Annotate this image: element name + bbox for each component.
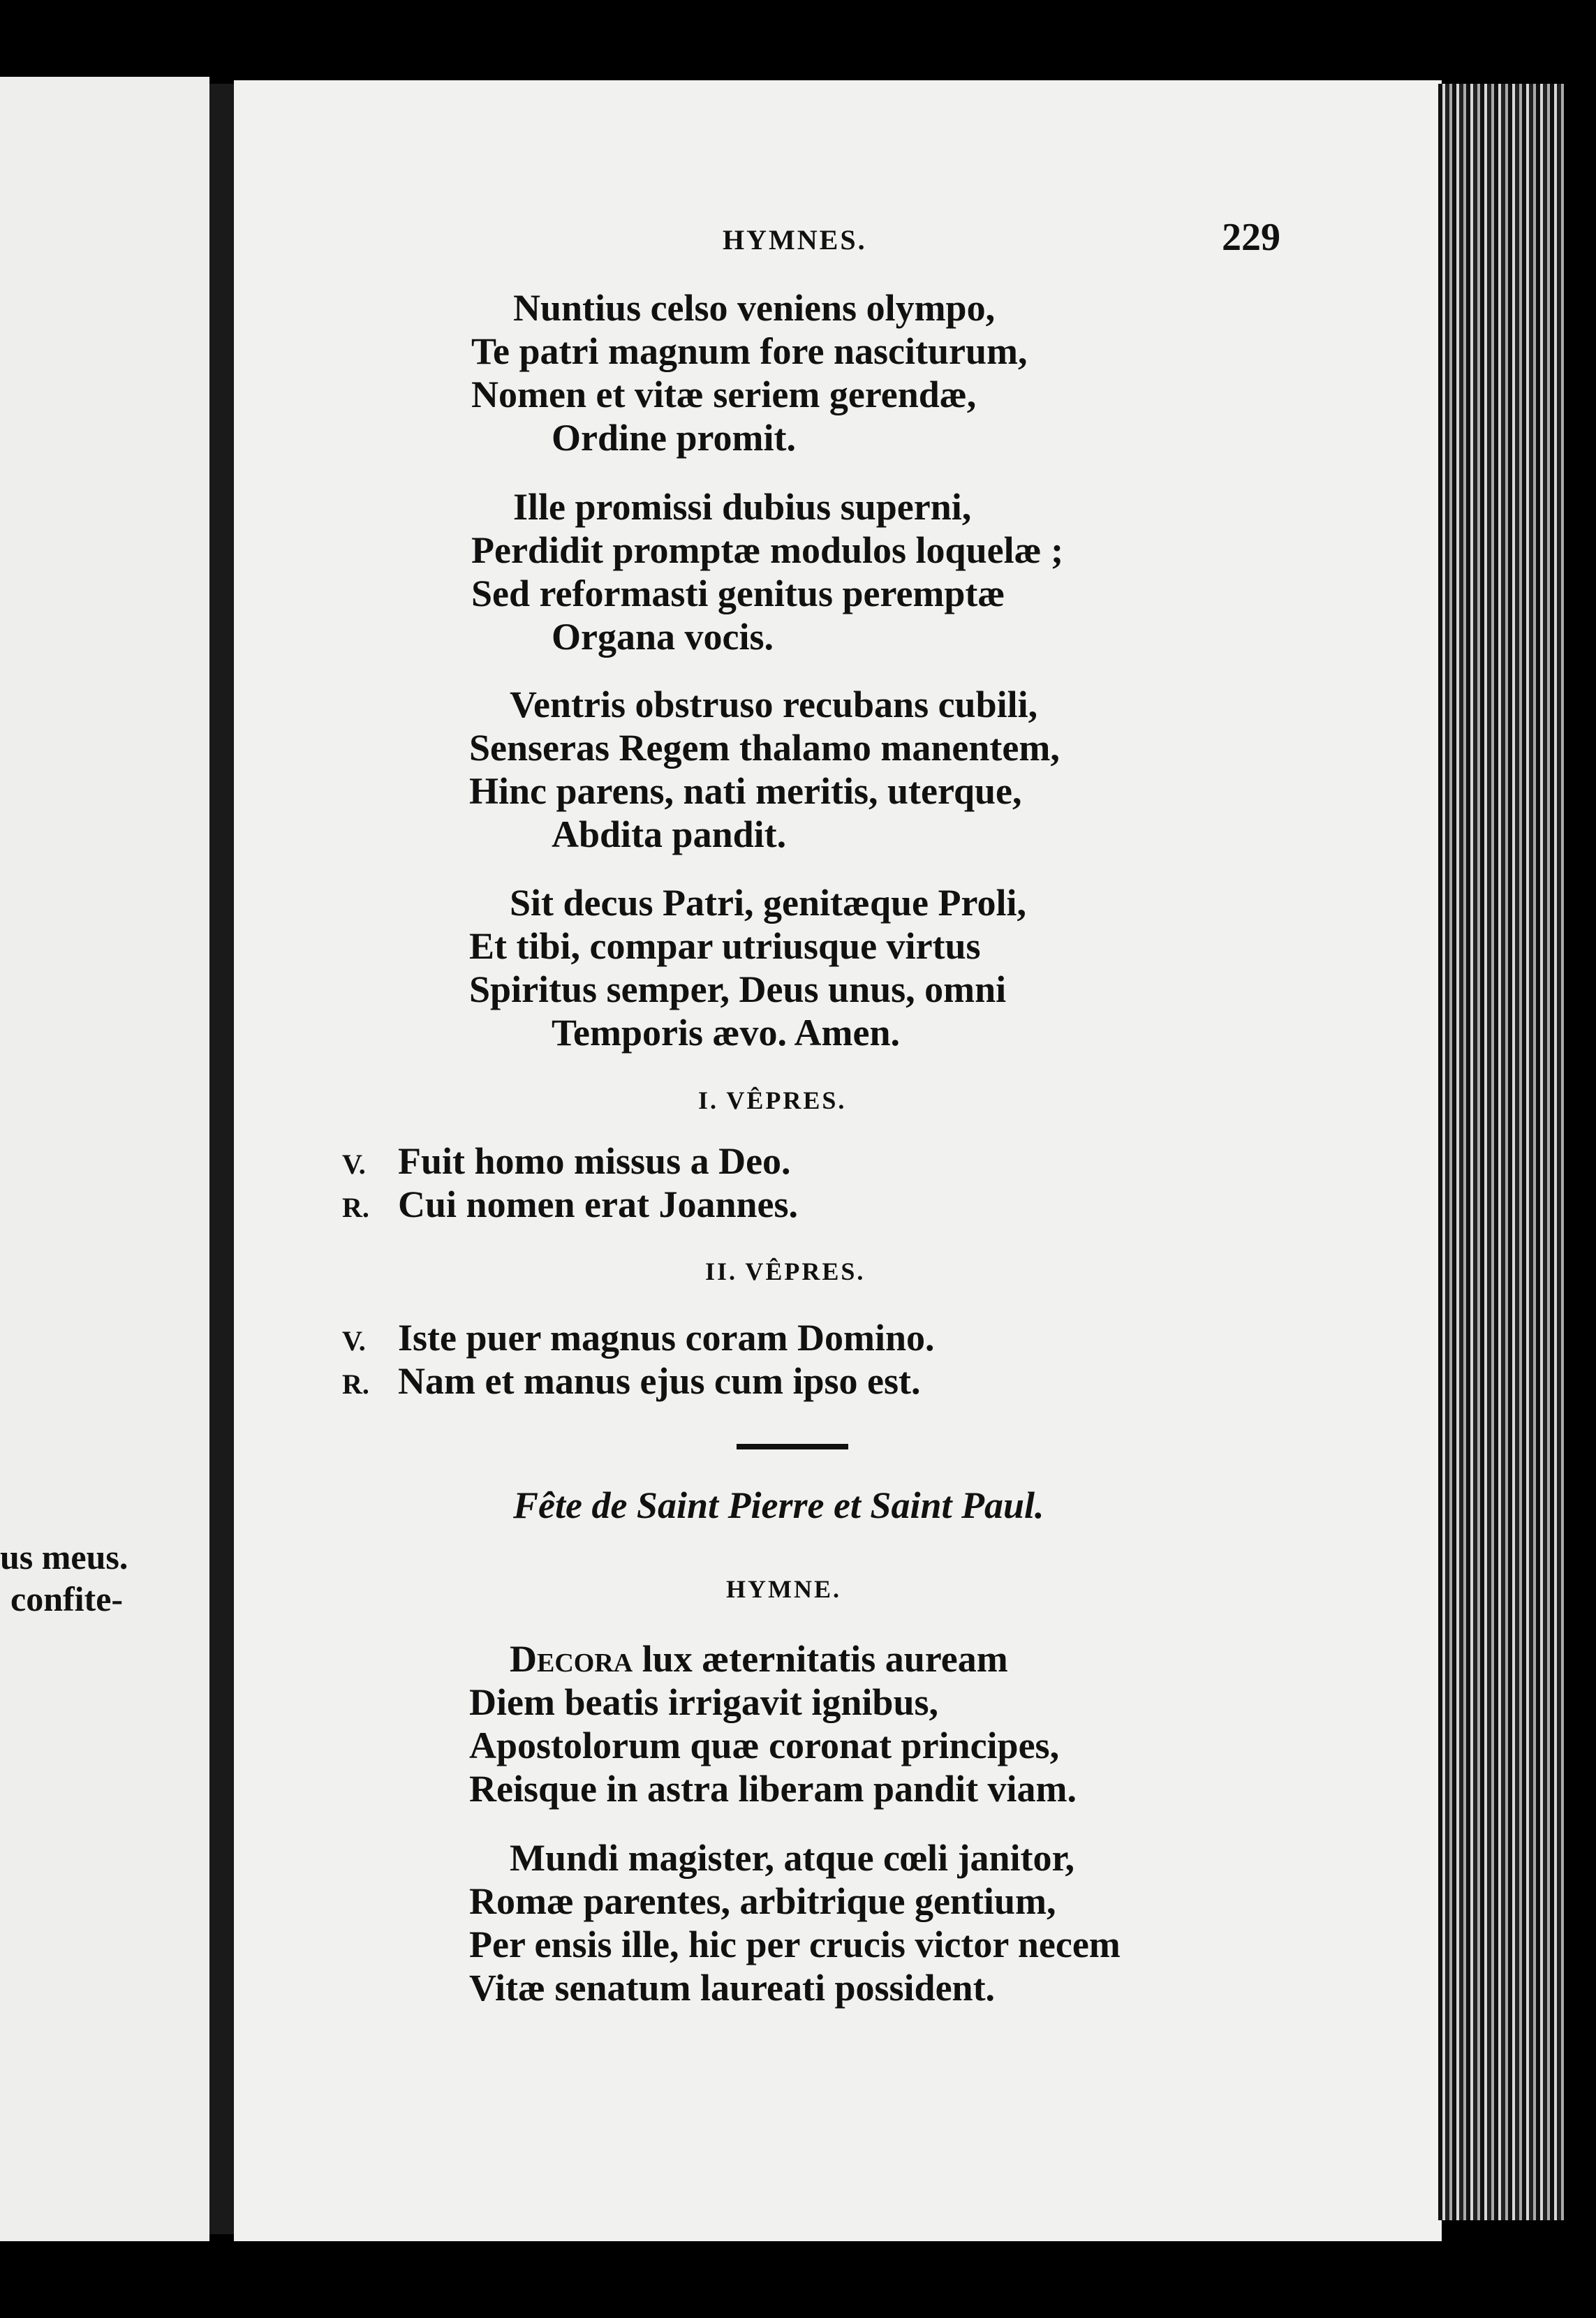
- page-number: 229: [1222, 216, 1280, 259]
- running-head: HYMNES.: [723, 224, 867, 256]
- left-facing-page: [0, 77, 209, 2241]
- feast-stanza-2-line-2: Romæ parentes, arbitrique gentium,: [469, 1880, 1056, 1922]
- feast-title: Fête de Saint Pierre et Saint Paul.: [513, 1484, 1044, 1526]
- feast-stanza-1-line-3: Apostolorum quæ coronat principes,: [469, 1725, 1060, 1766]
- stanza-2-line-2: Perdidit promptæ modulos loquelæ ;: [471, 529, 1064, 571]
- first-vespers-title: I. VÊPRES.: [698, 1086, 847, 1114]
- stanza-1-line-2: Te patri magnum fore nasciturum,: [471, 330, 1028, 372]
- versicle-mark: V.: [342, 1149, 366, 1180]
- second-vespers-versicle: [342, 1316, 935, 1363]
- first-vespers-versicle: [342, 1139, 791, 1186]
- response-text: Nam et manus ejus cum ipso est.: [398, 1360, 921, 1402]
- stanza-2-line-4: Organa vocis.: [552, 616, 774, 658]
- second-vespers-title: II. VÊPRES.: [705, 1257, 866, 1285]
- stanza-4-line-3: Spiritus semper, Deus unus, omni: [469, 968, 1007, 1010]
- stanza-3-line-4: Abdita pandit.: [552, 813, 787, 855]
- stanza-4-line-2: Et tibi, compar utriusque virtus: [469, 925, 981, 967]
- feast-stanza-1-line-2: Diem beatis irrigavit ignibus,: [469, 1681, 938, 1723]
- stanza-3-line-3: Hinc parens, nati meritis, uterque,: [469, 770, 1022, 812]
- response-mark: R.: [342, 1368, 369, 1400]
- left-page-line-1: us meus.: [0, 1537, 128, 1577]
- book-gutter: [209, 84, 237, 2234]
- feast-stanza-2-line-3: Per ensis ille, hic per crucis victor necem: [469, 1924, 1121, 1965]
- first-vespers-response: [342, 1183, 798, 1230]
- stanza-2-line-1: Ille promissi dubius superni,: [513, 486, 972, 528]
- stanza-4-line-4: Temporis ævo. Amen.: [552, 1012, 901, 1054]
- stanza-3-line-1: Ventris obstruso recubans cubili,: [510, 684, 1038, 725]
- line-rest: lux æternitatis auream: [633, 1638, 1008, 1680]
- drop-word: Decora: [510, 1638, 633, 1680]
- response-text: Cui nomen erat Joannes.: [398, 1183, 799, 1225]
- hymn-title: HYMNE.: [726, 1575, 841, 1603]
- stanza-3-line-2: Senseras Regem thalamo manentem,: [469, 727, 1060, 769]
- page-edges: [1438, 84, 1564, 2220]
- feast-stanza-2-line-1: Mundi magister, atque cœli janitor,: [510, 1837, 1075, 1879]
- feast-stanza-1-line-1: [510, 1637, 1008, 1681]
- versicle-text: Fuit homo missus a Deo.: [398, 1140, 791, 1182]
- versicle-mark: V.: [342, 1325, 366, 1357]
- stanza-4-line-1: Sit decus Patri, genitæque Proli,: [510, 882, 1026, 924]
- feast-stanza-1-line-4: Reisque in astra liberam pandit viam.: [469, 1768, 1077, 1810]
- second-vespers-response: [342, 1359, 921, 1406]
- left-page-line-2: confite-: [10, 1579, 124, 1618]
- stanza-1-line-3: Nomen et vitæ seriem gerendæ,: [471, 374, 977, 415]
- stanza-1-line-4: Ordine promit.: [552, 417, 796, 459]
- response-mark: R.: [342, 1192, 369, 1223]
- section-divider: [737, 1444, 848, 1449]
- versicle-text: Iste puer magnus coram Domino.: [398, 1317, 935, 1359]
- feast-stanza-2-line-4: Vitæ senatum laureati possident.: [469, 1967, 996, 2009]
- stanza-2-line-3: Sed reformasti genitus peremptæ: [471, 573, 1005, 614]
- stanza-1-line-1: Nuntius celso veniens olympo,: [513, 287, 996, 329]
